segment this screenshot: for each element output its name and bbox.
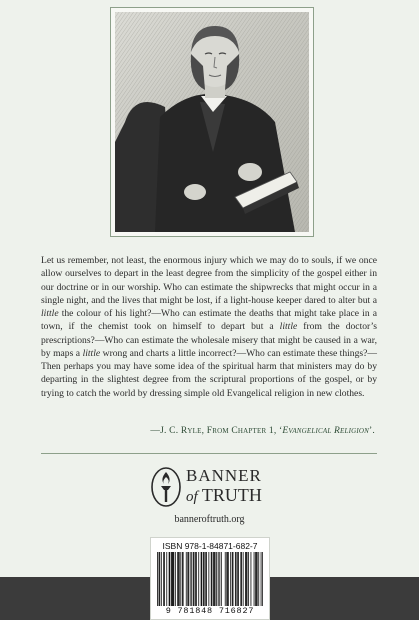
barcode-bar bbox=[173, 552, 174, 606]
quote-segment: the colour of his light?—Who can estimate the deaths that might take place in a town, if the chemist took on himself to depart but a bbox=[41, 308, 377, 333]
barcode-bar bbox=[201, 552, 202, 606]
barcode-icon bbox=[157, 552, 263, 606]
barcode-bar bbox=[159, 552, 160, 606]
barcode-bar bbox=[221, 552, 222, 606]
isbn-number: ISBN 978-1-84871-682-7 bbox=[162, 541, 258, 551]
barcode-bar bbox=[206, 552, 207, 606]
barcode-bar bbox=[214, 552, 215, 606]
barcode-bar bbox=[248, 552, 249, 606]
barcode-bar bbox=[180, 552, 181, 606]
barcode-bar bbox=[173, 552, 174, 606]
barcode-bar bbox=[179, 552, 180, 606]
barcode-bar bbox=[159, 552, 160, 606]
barcode-bar bbox=[166, 552, 167, 606]
barcode-bar bbox=[177, 552, 178, 606]
quote-text bbox=[41, 254, 377, 400]
barcode-bar bbox=[218, 552, 219, 606]
portrait-engraving bbox=[115, 12, 309, 232]
barcode-bar bbox=[193, 552, 194, 606]
barcode-bar bbox=[204, 552, 205, 606]
quote-emphasis: little bbox=[41, 308, 59, 319]
barcode-bar bbox=[195, 552, 196, 606]
torch-icon bbox=[150, 466, 182, 508]
ean-digits: 9 781848 716827 bbox=[165, 606, 255, 616]
barcode-bar bbox=[190, 552, 191, 606]
publisher-name-truth: TRUTH bbox=[201, 485, 262, 505]
publisher-name-of: of bbox=[186, 489, 198, 505]
attribution-book-title: Evangelical Religion bbox=[282, 426, 370, 436]
quote-segment: Let us remember, not least, the enormous injury which we may do to souls, if we once allow ourselves to depart in the least degree from the simplicity of the gospel either in our doctrine or in our worship. Who can estimate the shipwrecks that might occur in a single night, and the lives that might be lost, if a light-house keeper dared to alter but a bbox=[41, 255, 377, 306]
barcode-bar bbox=[227, 552, 228, 606]
quote-emphasis: little bbox=[279, 321, 298, 333]
barcode-bar bbox=[188, 552, 189, 606]
barcode-bar bbox=[194, 552, 195, 606]
barcode-bar bbox=[183, 552, 184, 606]
divider-top bbox=[41, 453, 377, 454]
barcode-bar bbox=[233, 552, 234, 606]
barcode-bar bbox=[247, 552, 248, 606]
barcode-bar bbox=[212, 552, 213, 606]
barcode-bar bbox=[191, 552, 192, 606]
barcode-bar bbox=[169, 552, 170, 606]
barcode-bar bbox=[169, 552, 170, 606]
barcode-bar bbox=[255, 552, 256, 606]
barcode-bar bbox=[203, 552, 204, 606]
barcode-bar bbox=[164, 552, 165, 606]
barcode-bar bbox=[171, 552, 172, 606]
attribution-suffix: ’. bbox=[369, 426, 375, 436]
barcode-bar bbox=[225, 552, 226, 606]
barcode-bar bbox=[246, 552, 247, 606]
barcode-bar bbox=[232, 552, 233, 606]
barcode-bar bbox=[157, 552, 158, 606]
attribution-prefix: —J. C. Ryle, From Chapter 1, ‘ bbox=[150, 426, 283, 436]
barcode-bar bbox=[198, 552, 199, 606]
barcode-bar bbox=[262, 552, 263, 606]
barcode-bar bbox=[213, 552, 214, 606]
barcode-bar bbox=[236, 552, 237, 606]
barcode-bar bbox=[186, 552, 187, 606]
barcode-bar bbox=[208, 552, 209, 606]
publisher-website: banneroftruth.org bbox=[174, 514, 245, 525]
barcode-bar bbox=[201, 552, 202, 606]
barcode-bar bbox=[258, 552, 259, 606]
barcode-bar bbox=[161, 552, 162, 606]
barcode-bar bbox=[216, 552, 217, 606]
barcode-bar bbox=[175, 552, 176, 606]
publisher-name-line1: BANNER bbox=[186, 466, 262, 485]
barcode-bar bbox=[256, 552, 257, 606]
barcode-bar bbox=[243, 552, 244, 606]
barcode-bar bbox=[187, 552, 188, 606]
barcode-bar bbox=[178, 552, 179, 606]
barcode-bar bbox=[226, 552, 227, 606]
publisher-logo bbox=[150, 466, 274, 510]
barcode-bar bbox=[238, 552, 239, 606]
barcode-box bbox=[150, 537, 270, 620]
barcode-bar bbox=[261, 552, 262, 606]
barcode-bar bbox=[219, 552, 220, 606]
quote-segment: from the doctor’s prescriptions?—Who can estimate the wholesale misery that might be caused in a war, by maps a bbox=[41, 321, 377, 359]
barcode-bar bbox=[172, 552, 173, 606]
quote-segment: wrong and charts a little incorrect?—Who can estimate these things?—Then perhaps you may have some idea of the spiritual harm that ministers may do by departing in the slightest degree from the scriptural proportions of the gospel, or by trying to catch the world by dressing simple old Evangelical religion in new clothes. bbox=[41, 347, 377, 399]
barcode-bar bbox=[215, 552, 216, 606]
barcode-bar bbox=[251, 552, 252, 606]
barcode-bar bbox=[235, 552, 236, 606]
barcode-bar bbox=[237, 552, 238, 606]
barcode-bar bbox=[163, 552, 164, 606]
barcode-bar bbox=[230, 552, 231, 606]
quote-attribution bbox=[150, 426, 375, 436]
barcode-bar bbox=[228, 552, 229, 606]
barcode-bar bbox=[196, 552, 197, 606]
barcode-bar bbox=[182, 552, 183, 606]
barcode-bar bbox=[211, 552, 212, 606]
barcode-bar bbox=[205, 552, 206, 606]
barcode-bar bbox=[257, 552, 258, 606]
barcode-bar bbox=[254, 552, 255, 606]
author-portrait bbox=[115, 12, 309, 232]
quote-emphasis: little bbox=[82, 347, 101, 359]
publisher-name-line2 bbox=[186, 485, 262, 506]
barcode-bar bbox=[241, 552, 242, 606]
barcode-bar bbox=[240, 552, 241, 606]
barcode-bar bbox=[245, 552, 246, 606]
portrait-frame bbox=[110, 7, 314, 237]
